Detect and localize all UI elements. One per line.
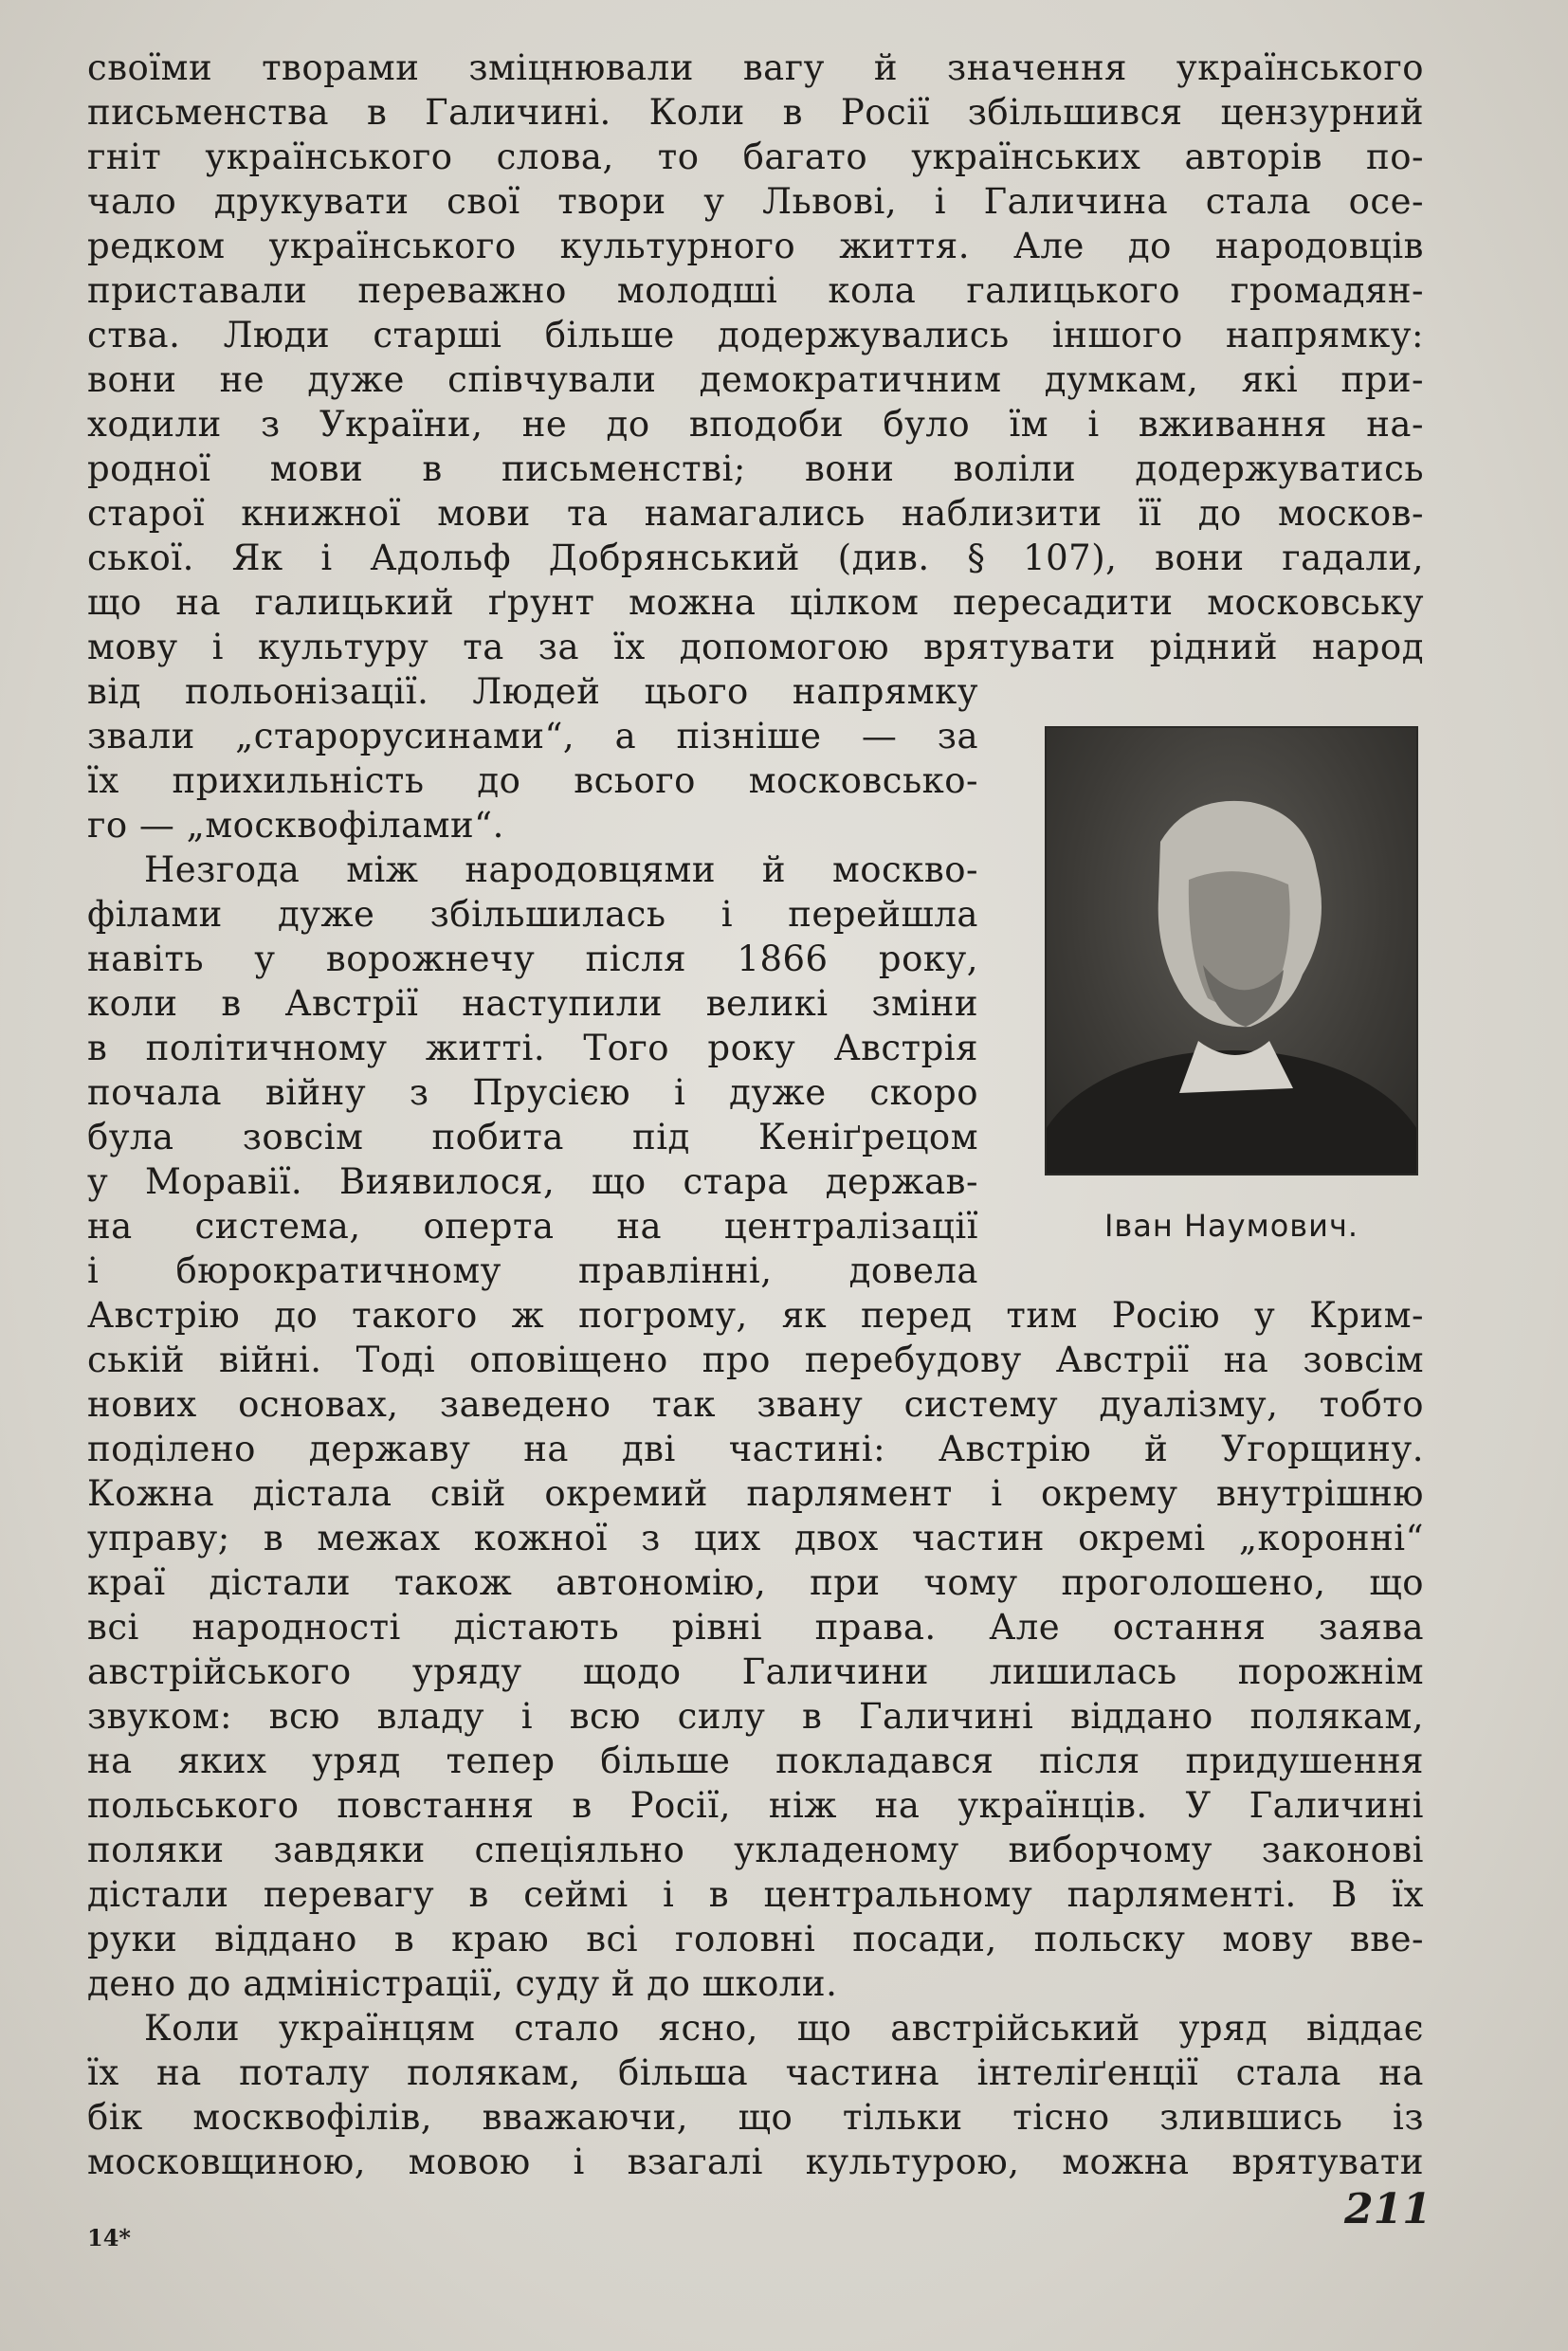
portrait-caption: Іван Наумович. [1103, 1208, 1359, 1244]
text-line: ської. Як і Адольф Добрянський (див. § 107), вони гадали, [87, 538, 1424, 578]
text-line: бік москвофілів, вважаючи, що тільки тісно злившись із [87, 2097, 1424, 2138]
text-line: го — „москвофілами“. [87, 805, 504, 846]
text-line: редком українського культурного життя. Але до народовців [87, 226, 1424, 266]
text-line: ходили з України, не до вподоби було їм і вживання на- [87, 404, 1424, 445]
text-line: Австрію до такого ж погрому, як перед тим Росію у Крим- [87, 1295, 1424, 1336]
text-line: нових основах, заведено так звану систему дуалізму, тобто [87, 1384, 1424, 1425]
text-line: на яких уряд тепер більше покладався після придушення [87, 1740, 1424, 1781]
text-line: всі народності дістають рівні права. Але остання заява [87, 1607, 1424, 1648]
portrait-figure [1047, 728, 1416, 1244]
text-line: Кожна дістала свій окремий парлямент і окрему внутрішню [87, 1473, 1424, 1514]
printer-signature: 14* [87, 2224, 131, 2251]
text-line: старої книжної мови та намагались наблизити її до москов- [87, 493, 1424, 534]
text-line: у Моравії. Виявилося, що стара держав- [87, 1161, 978, 1202]
text-line: поляки завдяки спеціяльно укладеному виборчому законові [87, 1830, 1424, 1870]
text-line: в політичному житті. Того року Австрія [87, 1028, 978, 1068]
portrait-photo [1047, 728, 1416, 1174]
text-line: і бюрократичному правлінні, довела [87, 1250, 978, 1291]
text-line: управу; в межах кожної з цих двох частин окремі „коронні“ [87, 1518, 1424, 1558]
text-line: Незгода між народовцями й москво- [144, 849, 978, 890]
text-line: коли в Австрії наступили великі зміни [87, 983, 978, 1024]
text-line: польського повстання в Росії, ніж на українців. У Галичині [87, 1785, 1424, 1826]
text-line: звуком: всю владу і всю силу в Галичині віддано полякам, [87, 1696, 1424, 1737]
text-line: приставали переважно молодші кола галицького громадян- [87, 270, 1424, 311]
text-line: дістали перевагу в сеймі і в центральному парляменті. В їх [87, 1874, 1424, 1915]
page-number: 211 [1344, 2185, 1431, 2233]
text-line: поділено державу на дві частині: Австрію й Угорщину. [87, 1429, 1424, 1469]
text-line: австрійського уряду щодо Галичини лишилась порожнім [87, 1651, 1424, 1692]
text-line: ства. Люди старші більше додержувались іншого напрямку: [87, 315, 1424, 355]
text-line: письменства в Галичині. Коли в Росії збільшився цензурний [87, 92, 1424, 133]
text-line: ській війні. Тоді оповіщено про перебудову Австрії на зовсім [87, 1340, 1424, 1380]
text-line: їх на поталу полякам, більша частина інтеліґенції стала на [87, 2052, 1424, 2093]
text-line: звали „старорусинами“, а пізніше — за [87, 716, 978, 756]
text-line: краї дістали також автономію, при чому проголошено, що [87, 1562, 1424, 1603]
text-line: дено до адміністрації, суду й до школи. [87, 1963, 838, 2004]
paragraph-1 [87, 46, 1424, 669]
text-line: Коли українцям стало ясно, що австрійський уряд віддає [144, 2008, 1424, 2049]
text-line: руки віддано в краю всі головні посади, польску мову вве- [87, 1919, 1424, 1959]
text-line: родної мови в письменстві; вони воліли додержуватись [87, 448, 1424, 489]
text-line: гніт українського слова, то багато українських авторів по- [87, 137, 1424, 177]
text-line: московщиною, мовою і взагалі культурою, можна врятувати [87, 2141, 1424, 2182]
text-line: почала війну з Прусією і дуже скоро [87, 1072, 978, 1113]
text-line: на система, оперта на централізації [87, 1206, 978, 1247]
text-line: філами дуже збільшилась і перейшла [87, 894, 978, 935]
text-line: від польонізації. Людей цього напрямку [87, 671, 978, 712]
paragraph-2-narrow [87, 847, 978, 1293]
text-line: навіть у ворожнечу після 1866 року, [87, 939, 978, 979]
text-line: була зовсім побита під Кеніґрецом [87, 1117, 978, 1157]
paragraph-1-narrow [87, 669, 978, 847]
text-line: чало друкувати свої твори у Львові, і Галичина стала осе- [87, 181, 1424, 222]
text-line: мову і культуру та за їх допомогою врятувати рідний народ [87, 627, 1424, 667]
paragraph-3 [87, 2006, 1424, 2184]
portrait-image [1047, 728, 1416, 1174]
text-line: вони не дуже співчували демократичним думкам, які при- [87, 359, 1424, 400]
text-line: що на галицький ґрунт можна цілком пересадити московську [87, 582, 1424, 623]
text-line: їх прихильність до всього московсько- [87, 760, 978, 801]
paragraph-2-wide [87, 1293, 1424, 2006]
text-line: своїми творами зміцнювали вагу й значення українського [87, 47, 1424, 88]
